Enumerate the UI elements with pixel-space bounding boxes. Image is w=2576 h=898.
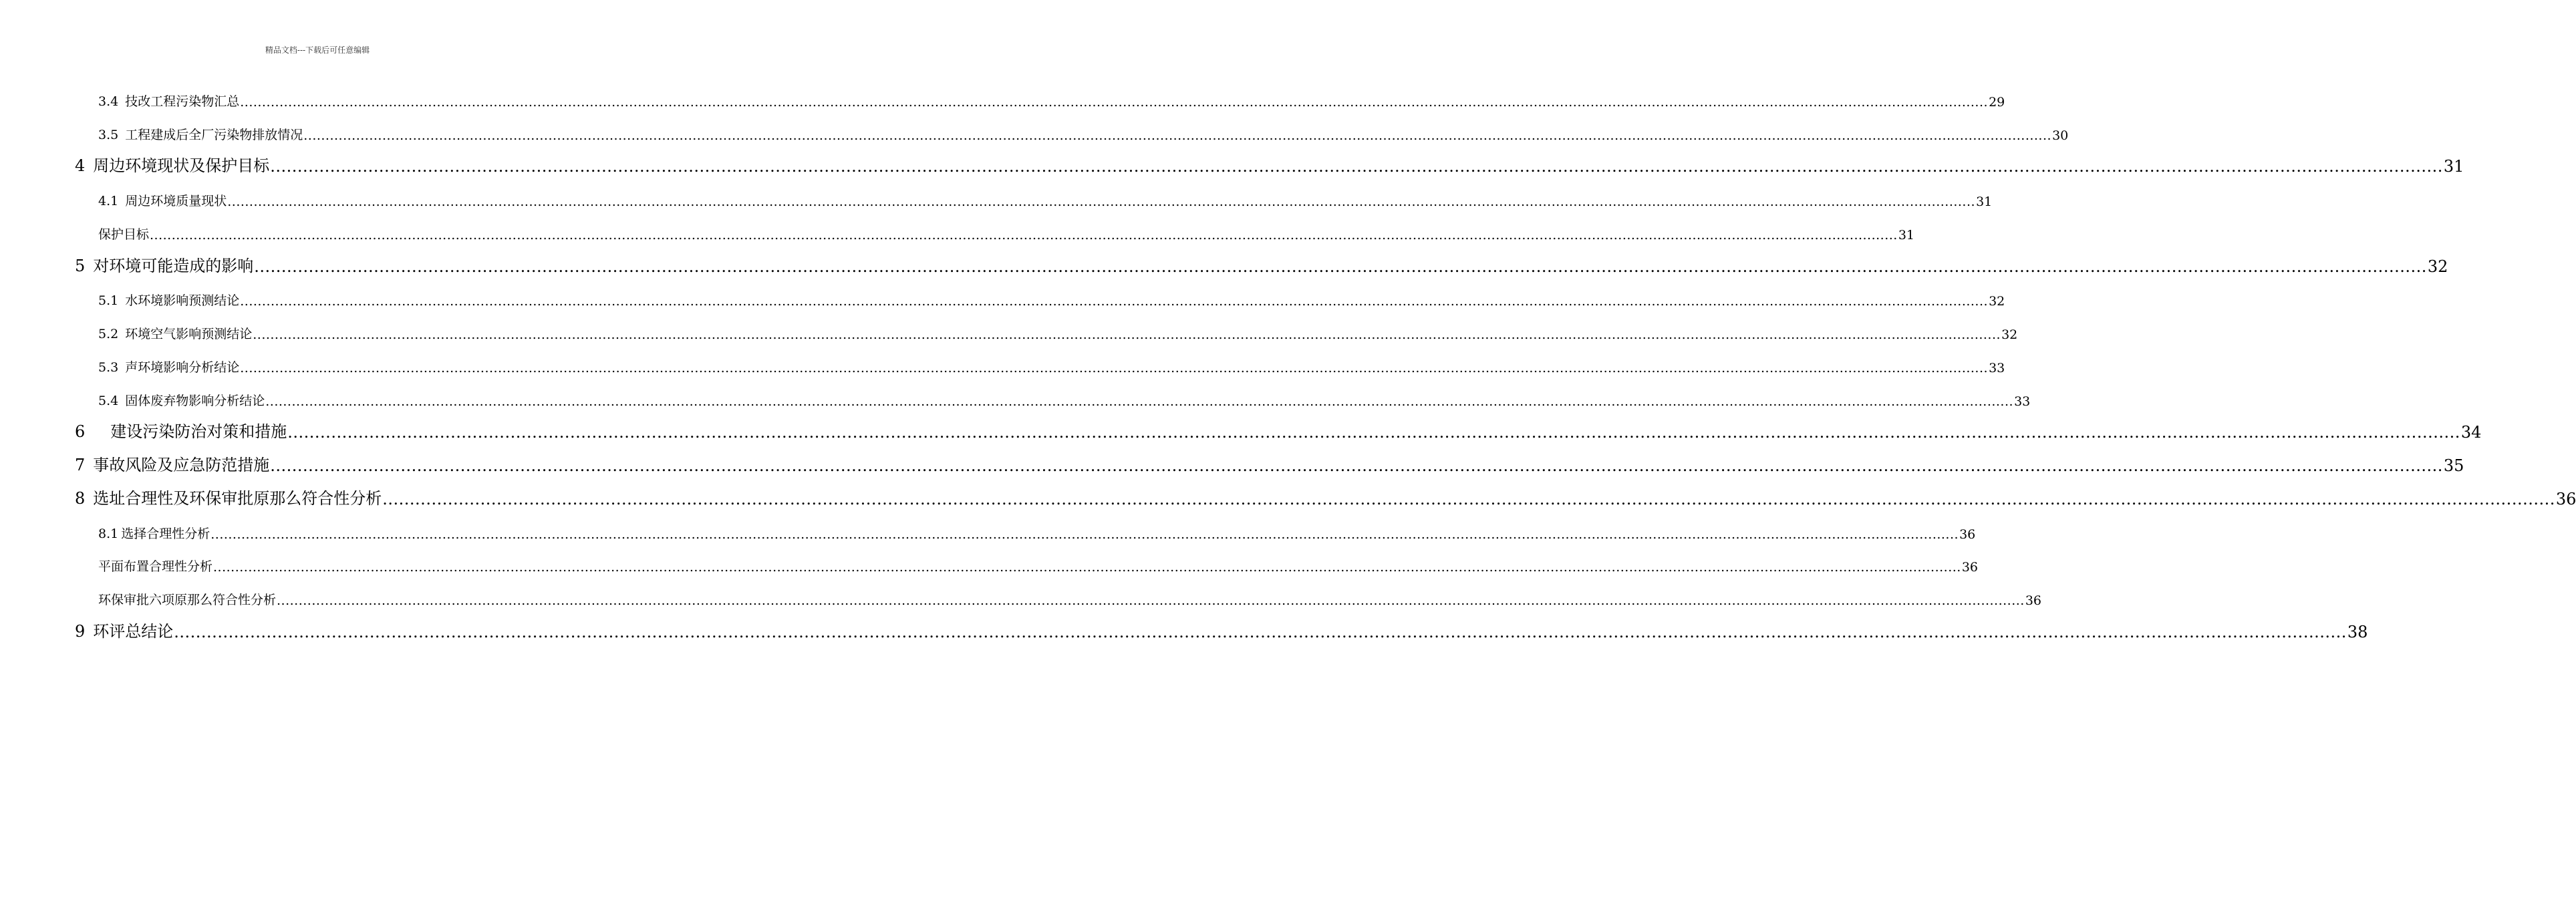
toc-leader: ................................................................................................................................................................................................................................................................................................................................................................................................................ <box>240 95 1989 110</box>
toc-number: 7 <box>75 456 86 474</box>
toc-entry-7[interactable] <box>0 455 2464 475</box>
toc-number: 4 <box>75 156 86 175</box>
toc-leader: ................................................................................................................................................................................................................................................................................................................................................................................................................ <box>382 490 2555 508</box>
toc-title: 事故风险及应急防范措施 <box>93 456 270 474</box>
toc-title: 保护目标 <box>98 227 150 242</box>
toc-page: 38 <box>2347 623 2368 641</box>
toc-entry-approval-principles[interactable] <box>0 588 2042 608</box>
toc-page: 36 <box>1959 527 1976 542</box>
toc-entry-layout-analysis[interactable] <box>0 555 1979 575</box>
toc-page: 34 <box>2460 423 2482 442</box>
toc-page: 36 <box>2025 593 2042 608</box>
toc-title: 选址合理性及环保审批原那么符合性分析 <box>93 489 382 508</box>
toc-entry-protection-targets[interactable] <box>0 222 1915 243</box>
toc-entry-3-4[interactable] <box>0 90 2005 110</box>
toc-leader: ................................................................................................................................................................................................................................................................................................................................................................................................................ <box>227 194 1976 209</box>
toc-title: 选择合理性分析 <box>121 527 210 541</box>
toc-page: 31 <box>1898 228 1915 243</box>
toc-page: 32 <box>2001 327 2018 342</box>
toc-number: 3.5 <box>98 128 119 142</box>
toc-title: 建设污染防治对策和措施 <box>110 422 287 441</box>
toc-page: 31 <box>1976 194 1993 209</box>
toc-page: 33 <box>2014 394 2031 409</box>
toc-leader: ................................................................................................................................................................................................................................................................................................................................................................................................................ <box>287 423 2460 442</box>
toc-page: 33 <box>1989 361 2005 376</box>
toc-title: 对环境可能造成的影响 <box>93 257 254 275</box>
toc-title: 固体废弃物影响分析结论 <box>125 394 265 408</box>
toc-leader: ................................................................................................................................................................................................................................................................................................................................................................................................................ <box>270 456 2443 475</box>
toc-entry-3-5[interactable] <box>0 123 2069 143</box>
toc-leader: ................................................................................................................................................................................................................................................................................................................................................................................................................ <box>240 361 1989 376</box>
toc-page: 36 <box>2555 490 2576 508</box>
toc-leader: ................................................................................................................................................................................................................................................................................................................................................................................................................ <box>150 228 1898 243</box>
toc-number: 8 <box>75 489 86 508</box>
toc-page: 29 <box>1989 95 2005 110</box>
toc-number: 9 <box>75 622 86 641</box>
toc-leader: ................................................................................................................................................................................................................................................................................................................................................................................................................ <box>210 527 1959 542</box>
toc-leader: ................................................................................................................................................................................................................................................................................................................................................................................................................ <box>240 294 1989 309</box>
toc-number: 5 <box>75 257 86 275</box>
toc-entry-4-1[interactable] <box>0 189 1993 209</box>
toc-number: 5.1 <box>98 293 119 308</box>
toc-leader: ................................................................................................................................................................................................................................................................................................................................................................................................................ <box>303 128 2052 143</box>
toc-entry-8[interactable] <box>0 488 2576 508</box>
toc-title: 工程建成后全厂污染物排放情况 <box>125 128 303 142</box>
toc-title: 环保审批六项原那么符合性分析 <box>98 593 277 607</box>
toc-leader: ................................................................................................................................................................................................................................................................................................................................................................................................................ <box>213 560 1961 575</box>
toc-page: 36 <box>1961 560 1979 575</box>
toc-title: 平面布置合理性分析 <box>98 559 213 574</box>
toc-title: 周边环境质量现状 <box>125 194 227 208</box>
toc-entry-4[interactable] <box>0 156 2464 176</box>
toc-entry-5-2[interactable] <box>0 322 2018 342</box>
toc-leader: ................................................................................................................................................................................................................................................................................................................................................................................................................ <box>270 157 2443 176</box>
toc-page: 32 <box>2427 257 2448 276</box>
toc-page: 30 <box>2052 128 2069 143</box>
toc-number: 3.4 <box>98 94 119 109</box>
toc-title: 周边环境现状及保护目标 <box>93 156 270 175</box>
page-header: 精品文档---下载后可任意编辑 <box>265 45 370 55</box>
toc-number: 6 <box>75 422 86 441</box>
toc-number: 5.2 <box>98 327 119 341</box>
toc-entry-5-4[interactable] <box>0 389 2031 409</box>
toc-title: 环境空气影响预测结论 <box>125 327 253 341</box>
toc-number: 8.1 <box>98 527 119 541</box>
toc-entry-5-3[interactable] <box>0 355 2005 376</box>
toc-number: 4.1 <box>98 194 119 208</box>
toc-leader: ................................................................................................................................................................................................................................................................................................................................................................................................................ <box>265 394 2014 409</box>
toc-title: 环评总结论 <box>93 622 174 641</box>
toc-entry-5-1[interactable] <box>0 289 2005 309</box>
toc-title: 声环境影响分析结论 <box>125 360 240 375</box>
toc-page: 35 <box>2443 456 2464 475</box>
toc-page: 32 <box>1989 294 2005 309</box>
toc-leader: ................................................................................................................................................................................................................................................................................................................................................................................................................ <box>277 593 2025 608</box>
toc-number: 5.4 <box>98 394 119 408</box>
toc-title: 技改工程污染物汇总 <box>125 94 240 109</box>
toc-entry-6[interactable] <box>0 422 2482 442</box>
toc-title: 水环境影响预测结论 <box>125 293 240 308</box>
toc-leader: ................................................................................................................................................................................................................................................................................................................................................................................................................ <box>174 623 2347 641</box>
toc-leader: ................................................................................................................................................................................................................................................................................................................................................................................................................ <box>254 257 2427 276</box>
toc-entry-9[interactable] <box>0 621 2368 641</box>
toc-leader: ................................................................................................................................................................................................................................................................................................................................................................................................................ <box>253 327 2001 342</box>
toc-entry-5[interactable] <box>0 256 2448 276</box>
toc-number: 5.3 <box>98 360 119 375</box>
toc-page: 31 <box>2443 157 2464 176</box>
toc-entry-8-1[interactable] <box>0 522 1976 542</box>
